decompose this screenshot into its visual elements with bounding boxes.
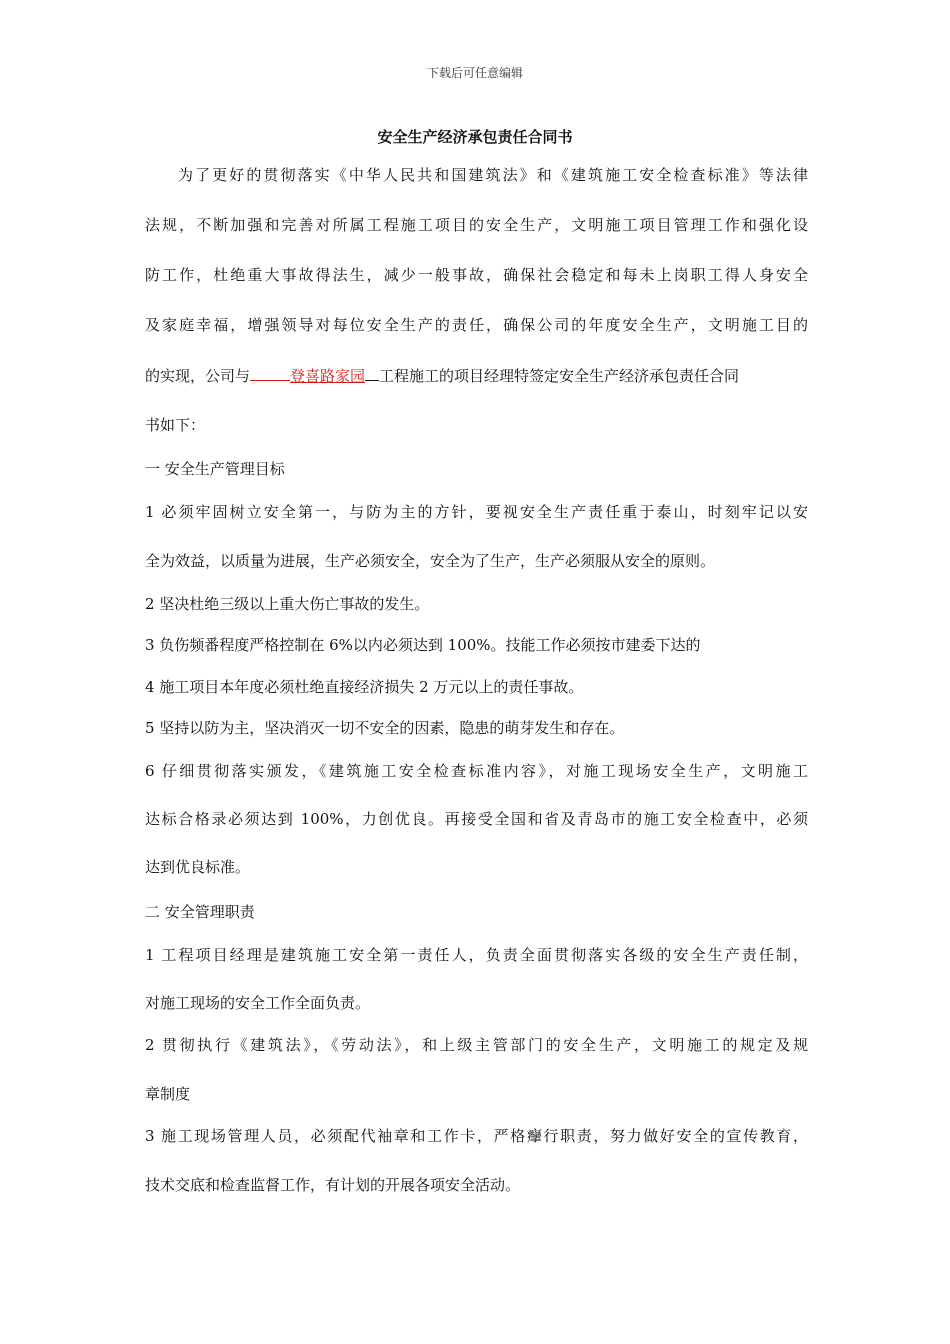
section-2-item-1-line-1: 1 工程项目经理是建筑施工安全第一责任人，负责全面贯彻落实各级的安全生产责任制， (145, 946, 808, 964)
section-2-item-3-line-1: 3 施工现场管理人员，必须配代袖章和工作卡，严格癴行职责，努力做好安全的宣传教育， (145, 1127, 808, 1145)
section-2-item-1-line-2: 对施工现场的安全工作全面负责。 (145, 994, 371, 1012)
section-1-heading: 一 安全生产管理目标 (145, 460, 285, 478)
intro-line-5 (145, 364, 739, 387)
blank-underline-left (250, 364, 290, 381)
intro-line-2: 法规，不断加强和完善对所属工程施工项目的安全生产，文明施工项目管理工作和强化设 (145, 216, 808, 234)
project-name: 登喜路家园 (290, 367, 366, 385)
document-title: 安全生产经济承包责任合同书 (377, 128, 573, 146)
section-1-item-4: 4 施工项目本年度必须杜绝直接经济损失 2 万元以上的责任事故。 (145, 678, 584, 696)
section-2-item-3-line-2: 技术交底和检查监督工作，有计划的开展各项安全活动。 (145, 1176, 521, 1194)
section-2-item-2-line-1: 2 贯彻执行《建筑法》，《劳动法》，和上级主管部门的安全生产，文明施工的规定及规 (145, 1036, 808, 1054)
section-1-item-6-line-2: 达标合格录必须达到 100%，力创优良。再接受全国和省及青岛市的施工安全检查中，必须 (145, 810, 808, 828)
section-1-item-1-line-2: 全为效益，以质量为进展，生产必须安全，安全为了生产，生产必须服从安全的原则。 (145, 552, 716, 570)
intro-line-4: 及家庭幸福，增强领导对每位安全生产的责任，确保公司的年度安全生产，文明施工目的 (145, 316, 808, 334)
blank-underline-right (371, 364, 379, 381)
section-1-item-5: 5 坚持以防为主，坚决消灭一切不安全的因素，隐患的萌芽发生和存在。 (145, 719, 625, 737)
section-2-item-2-line-2: 章制度 (145, 1085, 191, 1103)
section-1-item-6-line-3: 达到优良标准。 (145, 858, 251, 876)
section-1-item-3: 3 负伤频番程度严格控制在 6%以内必须达到 100%。技能工作必须按市建委下达的 (145, 636, 701, 654)
intro-line-3: 防工作，杜绝重大事故得法生，减少一般事故，确保社会稳定和每未上岗职工得人身安全 (145, 266, 808, 284)
intro-line-5-suffix: 工程施工的项目经理特签定安全生产经济承包责任合同 (379, 367, 740, 385)
section-1-item-2: 2 坚决杜绝三级以上重大伤亡事故的发生。 (145, 595, 430, 613)
page-header: 下载后可任意编辑 (426, 66, 523, 80)
section-1-item-6-line-1: 6 仔细贯彻落实颁发，《建筑施工安全检查标准内容》，对施工现场安全生产，文明施工 (145, 762, 808, 780)
intro-line-1: 为了更好的贯彻落实《中华人民共和国建筑法》和《建筑施工安全检查标准》等法律 (178, 166, 808, 184)
section-2-heading: 二 安全管理职责 (145, 903, 255, 921)
section-1-item-1-line-1: 1 必须牢固树立安全第一，与防为主的方针，要视安全生产责任重于泰山，时刻牢记以安 (145, 503, 808, 521)
intro-line-5-prefix: 的实现，公司与 (145, 367, 251, 385)
intro-line-6: 书如下： (145, 416, 206, 434)
